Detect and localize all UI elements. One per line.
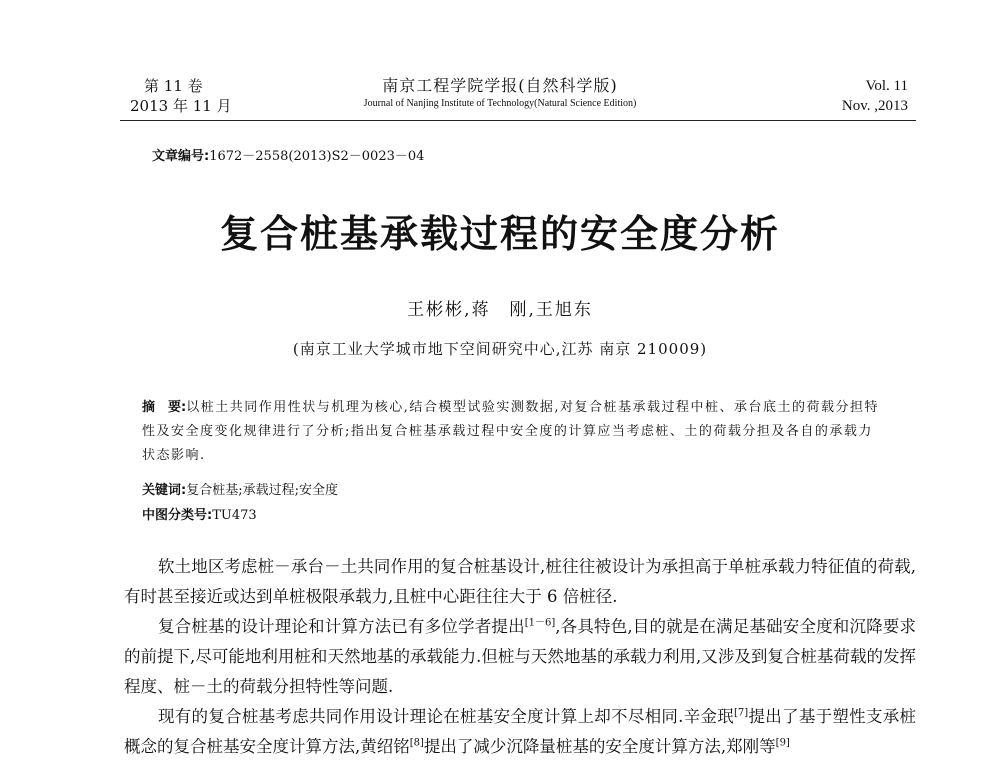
affiliation: (南京工业大学城市地下空间研究中心,江苏 南京 210009) <box>292 340 708 358</box>
article-number <box>152 145 424 164</box>
header-left <box>130 76 232 116</box>
header-center <box>250 76 750 112</box>
citation-ref: [8] <box>409 737 424 749</box>
citation-ref: [7] <box>734 707 749 719</box>
citation-ref: [9] <box>775 737 790 749</box>
abstract <box>142 396 882 468</box>
body-paragraph-2 <box>124 612 916 702</box>
authors: 王彬彬,蒋 刚,王旭东 <box>407 300 593 320</box>
body-p2-a: 复合桩基的设计理论和计算方法已有多位学者提出 <box>158 617 525 636</box>
body-paragraph-1: 软土地区考虑桩－承台－土共同作用的复合桩基设计,桩往往被设计为承担高于单桩承载力特征值的荷载,有时甚至接近或达到单桩极限承载力,且桩中心距往往大于 6 倍桩径. <box>124 557 916 606</box>
citation-ref: [1－6] <box>524 617 556 629</box>
body-p3-c: 提出了减少沉降量桩基的安全度计算方法,郑刚等 <box>423 737 776 756</box>
journal-header <box>0 62 1000 122</box>
classification-text: TU473 <box>212 508 257 523</box>
journal-name-en: Journal of Nanjing Institute of Technology(Natural Science Edition) <box>363 98 637 109</box>
article-number-label: 文章编号: <box>152 149 210 164</box>
body-p2-b: ,各具特色,目的就是在满足基础安全度和沉降要求的前提下,尽可能地利用桩和天然地基的承载能力.但桩与天然地基的承载力利用,又涉及到复合桩基荷载的发挥程度、桩－土的荷载分担特性等问题. <box>124 617 916 696</box>
body-p3-a: 现有的复合桩基考虑共同作用设计理论在桩基安全度计算上却不尽相同.辛金珉 <box>158 707 735 726</box>
date-en: Nov. ,2013 <box>841 98 908 114</box>
classification-label: 中图分类号: <box>142 508 213 523</box>
abstract-label: 摘 要: <box>142 400 187 415</box>
keywords-text: 复合桩基;承载过程;安全度 <box>186 483 338 498</box>
header-rule <box>120 120 916 121</box>
paper-title: 复合桩基承载过程的安全度分析 <box>219 212 780 256</box>
date-cn: 2013 年 11 月 <box>130 97 232 115</box>
body-text <box>124 552 916 762</box>
header-right <box>842 76 908 116</box>
volume-en: Vol. 11 <box>865 78 908 94</box>
keywords <box>142 479 338 498</box>
journal-name-cn: 南京工程学院学报(自然科学版) <box>382 76 618 95</box>
classification <box>142 504 257 523</box>
body-p3-b: 提出了基于塑性支承桩概念的复合桩基安全度计算方法,黄绍铭 <box>124 707 916 756</box>
body-paragraph-3 <box>124 702 916 762</box>
keywords-label: 关键词: <box>142 483 187 498</box>
abstract-text: 以桩土共同作用性状与机理为核心,结合模型试验实测数据,对复合桩基承载过程中桩、承台底土的荷载分担特性及安全度变化规律进行了分析;指出复合桩基承载过程中安全度的计算应当考虑桩、土的荷载分担及各自的承载力状态影响. <box>142 400 879 463</box>
article-number-value: 1672－2558(2013)S2－0023－04 <box>209 149 425 164</box>
volume-cn: 第 11 卷 <box>144 77 203 95</box>
